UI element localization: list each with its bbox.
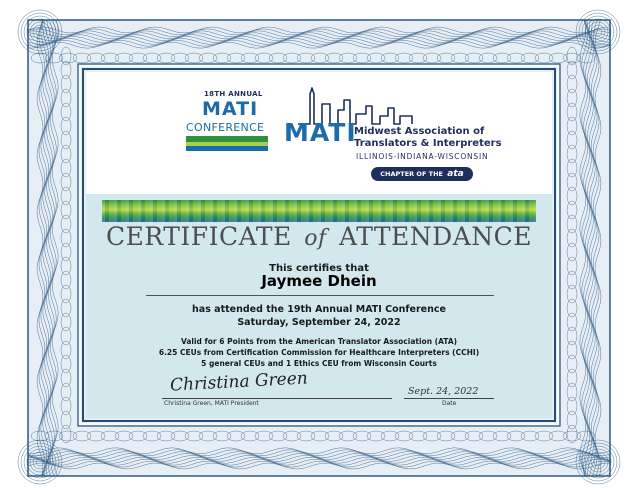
credit-line: Valid for 6 Points from the American Translator Association (ATA) <box>180 337 458 346</box>
title-of: of <box>304 226 327 251</box>
decorative-stripe-texture <box>102 200 536 222</box>
certificate-title <box>86 222 552 251</box>
conference-edition: 18TH ANNUAL <box>204 90 263 98</box>
chapter-org: ata <box>447 169 464 179</box>
signer-caption: Christina Green, MATI President <box>164 400 259 407</box>
date-caption: Date <box>442 400 457 407</box>
conference-color-bar <box>186 146 268 151</box>
recipient-underline <box>146 295 494 296</box>
association-states: ILLINOIS-INDIANA-WISCONSIN <box>356 152 489 161</box>
certifies-text: This certifies that <box>269 263 369 274</box>
title-part1: CERTIFICATE <box>105 222 292 251</box>
logo-panel <box>86 72 552 194</box>
written-date: Sept. 24, 2022 <box>408 386 479 397</box>
signature-line <box>162 398 392 399</box>
recipient-name: Jaymee Dhein <box>261 272 377 290</box>
association-acronym: MATI <box>284 118 357 147</box>
conference-name: MATI <box>202 98 259 120</box>
president-signature: Christina Green <box>169 368 309 396</box>
event-date: Saturday, September 24, 2022 <box>237 317 401 328</box>
credit-line: 6.25 CEUs from Certification Commission for Healthcare Interpreters (CCHI) <box>158 348 480 357</box>
title-part2: ATTENDANCE <box>339 222 533 251</box>
chapter-prefix: CHAPTER OF THE <box>380 170 443 178</box>
date-line <box>404 398 494 399</box>
association-name-line2: Translators & Interpreters <box>354 138 502 149</box>
chapter-badge <box>371 167 473 181</box>
credit-line: 5 general CEUs and 1 Ethics CEU from Wisconsin Courts <box>201 359 437 368</box>
conference-subtitle: CONFERENCE <box>186 121 265 134</box>
attended-text: has attended the 19th Annual MATI Conference <box>192 304 446 315</box>
association-name-line1: Midwest Association of <box>354 126 485 137</box>
certificate-body <box>86 72 552 418</box>
